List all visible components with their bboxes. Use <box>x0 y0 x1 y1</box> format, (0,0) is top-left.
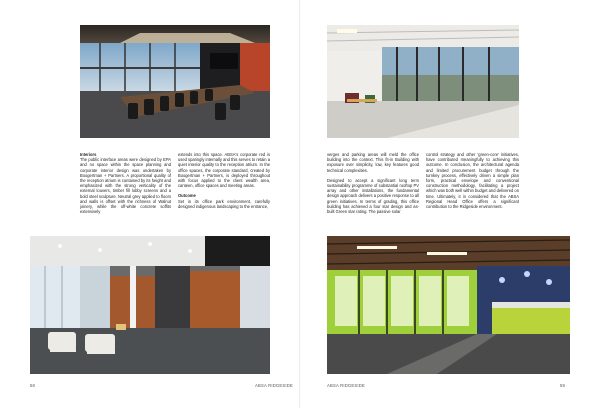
canteen-photo <box>327 236 570 374</box>
right-text-column-1 <box>327 152 419 214</box>
right-folio-number: 59 <box>560 383 566 388</box>
office-interior-photo <box>327 25 519 138</box>
sustainability-body: Designed to accept a significant long term sustainability programme of substantial rooftop PV array and other installations, the fundamental design approach delivers a positive response to all green initiatives. In terms of grading, this office building has achieved a four star design and as-built Green star rating. The passive solar <box>327 177 419 215</box>
interiors-body: The public interface areas were designed by EPA and no space within the space planning and corporate interior design was undertaken by Boogertman + Partners. A proportional quality of the reception atrium is contained by its height and emphasized with the strong verticality of the external louvers, timber fill lobby screens and a bold steel sculpture. Neutral grey applied to floors and walls is offset with the richness of Walnut joinery, while the off-white concrete soffits extensively <box>80 157 171 215</box>
landscaping-body: verges and parking areas will meld the office building into the context. This fit-in Building with exposure over simplicity, low, key features good technical complexities. <box>327 152 419 173</box>
outcome-body: Set in its office park environment, carefully designed indigenous landscaping to the entrance, <box>178 198 270 209</box>
right-text-column-2 <box>426 152 519 209</box>
left-folio-number: 58 <box>30 383 36 388</box>
outcome-heading: Outcome <box>178 193 196 199</box>
right-folio-title: ABSA RIDGESIDE <box>327 383 365 388</box>
interiors-body-continued: extends into this space. ABSA's corporate red is used sparingly internally and this serves to retain a quiet interior quality to the reception atrium. In the office spaces, the corporate standard, created by Boogertman + Partners, is deployed throughout with focus applied to the client wealth area, canteen, office spaces and meeting areas. <box>178 152 270 189</box>
reception-lobby-photo <box>30 236 270 374</box>
right-page <box>300 0 600 408</box>
boardroom-photo <box>80 25 270 138</box>
left-folio-title: ABSA RIDGESIDE <box>255 383 293 388</box>
interiors-heading: Interiors <box>80 152 97 157</box>
left-text-column-2 <box>178 152 270 209</box>
conclusion-body: control strategy and other 'green-core' initiatives, have contributed meaningfully to achieving this outcome. In conclusion, the architectural agenda and limited procurement budget through the turnkey process, effectively driven a simple plan form, practical envelope and conventional construction methodology, facilitating a project which was both well within budget and delivered on time. Ultimately, it is considered that the ABSA Regional Head Office offers a significant contribution to the Ridgeside environment. <box>426 152 519 210</box>
left-text-column-1 <box>80 152 171 214</box>
